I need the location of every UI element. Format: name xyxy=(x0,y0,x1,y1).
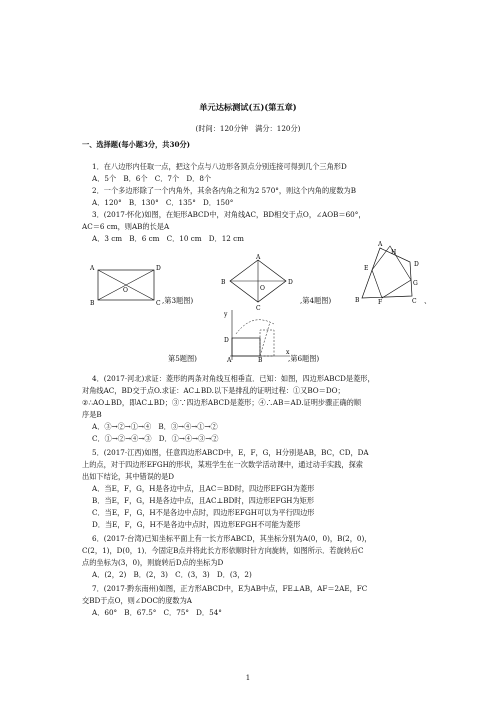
label-B: B xyxy=(258,357,263,362)
label-D: D xyxy=(414,261,419,268)
question-6-line2: C(2，1)，D(0，1)．今固定B点并将此长方形依顺时针方向旋转，如图所示．若旋转后C xyxy=(82,546,364,555)
question-7: 7．(2017·黔东南州)如图，正方形ABCD中，E为AB中点，FE⊥AB，AF＝2AE，FC xyxy=(92,584,368,593)
option-5c: C．当E，F，G，H不是各边中点时，四边形EFGH可以为平行四边形 xyxy=(92,508,315,517)
label-D: D xyxy=(288,279,293,286)
label-E: E xyxy=(364,265,369,272)
page-title: 单元达标测试(五)(第五章) xyxy=(199,102,297,112)
caption-fig5: 第5题图) xyxy=(168,354,197,363)
label-y: y xyxy=(224,311,228,318)
section-heading: 一、选择题(每小题3分，共30分) xyxy=(82,140,191,149)
label-A: A xyxy=(378,241,383,248)
question-4-line3: ②∴AO⊥BD，即AC⊥BD；③∵四边形ABCD是菱形；④∴AB＝AD.证明步骤正确的顺 xyxy=(82,398,362,407)
question-4-line2: 对角线AC，BD交于点O.求证：AC⊥BD.以下是排乱的证明过程：①又BO＝DO； xyxy=(82,386,345,395)
label-B: B xyxy=(90,300,95,307)
label-A: A xyxy=(90,265,95,272)
label-O: O xyxy=(123,287,128,294)
label-C: C xyxy=(256,305,261,312)
option-5a: A．当E，F，G，H是各边中点，且AC＝BD时，四边形EFGH为菱形 xyxy=(92,484,315,493)
question-5-line2: 上的点，对于四边形EFGH的形状，某班学生在一次数学活动课中，通过动手实践，探索 xyxy=(82,460,363,469)
label-G: G xyxy=(413,280,418,287)
option-5b: B．当E，F，G，H是各边中点，且AC⊥BD时，四边形EFGH为矩形 xyxy=(92,496,315,505)
label-x: x xyxy=(286,349,290,356)
question-5-line3: 出如下结论，其中错误的是D xyxy=(82,472,175,481)
caption-fig3: ,第3题图) xyxy=(162,296,194,305)
options-3: A．3 cm B．6 cm C．10 cm D．12 cm xyxy=(92,234,244,243)
label-O: O xyxy=(260,285,265,292)
question-3: 3．(2017·怀化)如图，在矩形ABCD中，对角线AC，BD相交于点O，∠AOB＝60°， xyxy=(92,210,366,219)
options-2: A．120° B．130° C．135° D．150° xyxy=(92,198,234,207)
caption-fig4: ,第4题图) xyxy=(300,296,332,305)
label-B: B xyxy=(355,297,360,304)
options-7: A．60° B．67.5° C．75° D．54° xyxy=(92,608,222,617)
caption-separator: 、 xyxy=(424,296,432,305)
label-C: C xyxy=(156,300,161,307)
label-A: A xyxy=(227,357,232,362)
question-6: 6．(2017·台湾)已知坐标平面上有一长方形ABCD，其坐标分别为A(0，0)，B(2，0)， xyxy=(92,534,372,543)
options-1: A．5个 B．6个 C．7个 D．8个 xyxy=(92,174,212,183)
options-4a: A．③→②→①→④ B．③→④→①→② xyxy=(92,422,218,431)
label-F: F xyxy=(378,299,383,306)
label-D: D xyxy=(156,265,161,272)
caption-fig6: ,第6题图) xyxy=(288,354,320,363)
question-6-line3: 点的坐标为(3，0)，则旋转后D点的坐标为D xyxy=(82,558,224,567)
option-5d: D．当E，F，G，H不是各边中点时，四边形EFGH不可能为菱形 xyxy=(92,520,301,529)
label-H: H xyxy=(391,249,397,256)
question-5: 5．(2017·江西)如图，任意四边形ABCD中，E，F，G，H分别是AB，BC，CD，DA xyxy=(92,448,369,457)
label-A: A xyxy=(256,254,261,261)
figure-3 xyxy=(88,262,168,310)
options-6: A．(2，2) B．(2，3) C．(3，3) D．(3，2) xyxy=(92,570,252,579)
question-4: 4．(2017·河北)求证：菱形的两条对角线互相垂直．已知：如图，四边形ABCD是菱形， xyxy=(92,374,375,383)
options-4b: C．①→②→④→③ D．①→④→③→② xyxy=(92,434,219,443)
question-4-line4: 序是B xyxy=(82,410,102,419)
question-1: 1．在八边形内任取一点，把这个点与八边形各顶点分别连接可得到几个三角形D xyxy=(92,162,347,171)
figure-5 xyxy=(354,240,430,306)
page-subtitle: (时间：120分钟 满分：120分) xyxy=(195,124,301,133)
label-B: B xyxy=(221,279,226,286)
label-D: D xyxy=(224,337,229,344)
question-3-cont: AC＝6 cm，则AB的长是A xyxy=(82,222,170,231)
figure-6 xyxy=(222,308,294,362)
label-C: C xyxy=(412,298,417,305)
question-2: 2．一个多边形除了一个内角外，其余各内角之和为2 570°，则这个内角的度数为B xyxy=(92,186,357,195)
figure-4 xyxy=(218,254,294,314)
question-7-line2: 交BD于点O，则∠DOC的度数为A xyxy=(82,596,192,605)
page-number: 1 xyxy=(245,674,251,682)
